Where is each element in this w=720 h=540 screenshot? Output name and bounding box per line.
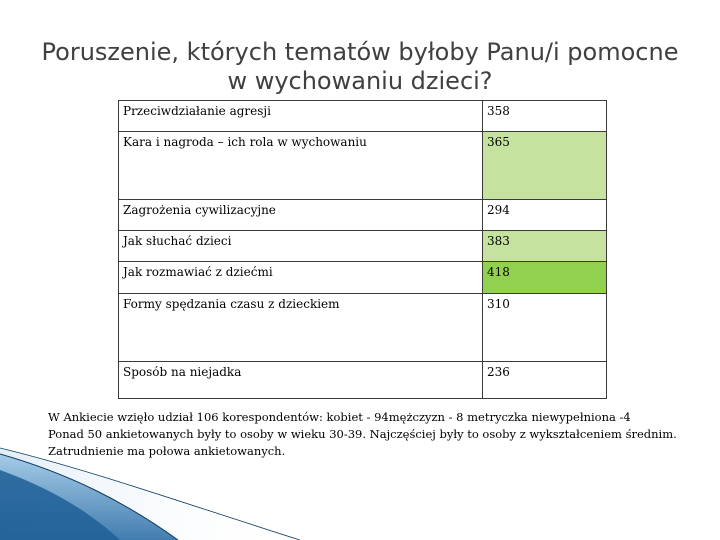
footnote-line-2: Ponad 50 ankietowanych były to osoby w wieku 30-39. Najczęściej były to osoby z wykształceniem średnim. xyxy=(48,427,677,441)
topic-cell: Przeciwdziałanie agresji xyxy=(119,101,483,132)
title-line-2: w wychowaniu dzieci? xyxy=(227,67,493,95)
count-cell: 358 xyxy=(483,101,607,132)
footnote-line-1: W Ankiecie wzięło udział 106 korespondentów: kobiet - 94mężczyzn - 8 metryczka niewypełniona -4 xyxy=(48,410,631,424)
count-cell: 310 xyxy=(483,294,607,362)
table-row xyxy=(119,200,607,231)
results-table xyxy=(118,100,607,399)
decorative-corner-swoosh xyxy=(0,440,300,540)
topic-cell: Jak rozmawiać z dziećmi xyxy=(119,262,483,294)
title-line-1: Poruszenie, których tematów byłoby Panu/i pomocne xyxy=(41,38,679,66)
topic-cell: Formy spędzania czasu z dzieckiem xyxy=(119,294,483,362)
count-cell: 418 xyxy=(483,262,607,294)
table-row xyxy=(119,132,607,200)
topic-cell: Sposób na niejadka xyxy=(119,362,483,399)
topic-cell: Zagrożenia cywilizacyjne xyxy=(119,200,483,231)
topic-cell: Jak słuchać dzieci xyxy=(119,231,483,262)
table-row xyxy=(119,101,607,132)
topic-cell: Kara i nagroda – ich rola w wychowaniu xyxy=(119,132,483,200)
page-title xyxy=(0,38,720,96)
footnote-line-3: Zatrudnienie ma połowa ankietowanych. xyxy=(48,444,286,458)
table-row xyxy=(119,362,607,399)
count-cell: 294 xyxy=(483,200,607,231)
count-cell: 236 xyxy=(483,362,607,399)
table-row xyxy=(119,294,607,362)
count-cell: 383 xyxy=(483,231,607,262)
table-row xyxy=(119,231,607,262)
table-row xyxy=(119,262,607,294)
count-cell: 365 xyxy=(483,132,607,200)
